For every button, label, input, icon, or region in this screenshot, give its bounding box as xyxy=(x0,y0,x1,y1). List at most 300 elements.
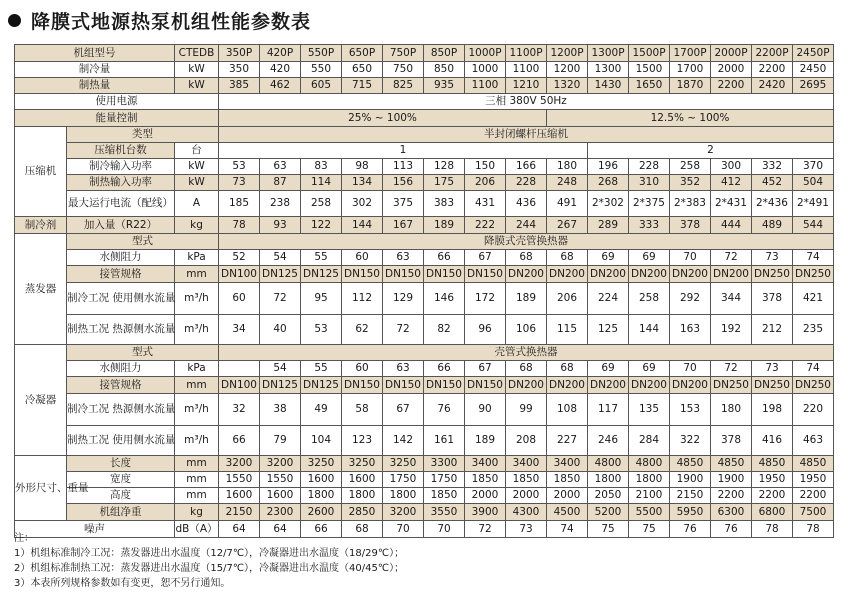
value-cell: 6800 xyxy=(752,504,793,521)
value-cell: 416 xyxy=(752,426,793,456)
value-cell: 66 xyxy=(424,361,465,377)
row-label: 制热输入功率 xyxy=(67,175,175,191)
value-cell: 258 xyxy=(670,159,711,175)
value-cell: 412 xyxy=(711,175,752,191)
value-cell: 310 xyxy=(629,175,670,191)
value-cell: 76 xyxy=(424,394,465,426)
value-cell: 2*431 xyxy=(711,191,752,217)
value-cell: 1750 xyxy=(383,472,424,488)
note-line: 注： xyxy=(14,533,34,544)
value-cell: 385 xyxy=(219,78,260,94)
value-cell: 1100 xyxy=(506,62,547,78)
value-cell: 53 xyxy=(219,159,260,175)
value-cell: 1320 xyxy=(547,78,588,94)
model-header: 1100P xyxy=(506,45,547,62)
row-label: 压缩机台数 xyxy=(67,143,175,159)
value-cell: 228 xyxy=(506,175,547,191)
row-label: 类型 xyxy=(67,127,219,143)
value-cell: 1800 xyxy=(342,488,383,504)
value-cell: DN200 xyxy=(547,266,588,283)
value-cell: 2*491 xyxy=(793,191,834,217)
value-cell: 452 xyxy=(752,175,793,191)
unit-cell: kW xyxy=(175,78,219,94)
value-cell: 436 xyxy=(506,191,547,217)
value-cell: 69 xyxy=(588,361,629,377)
value-cell: DN200 xyxy=(629,377,670,394)
row-label: 水侧阻力 xyxy=(67,361,175,377)
value-cell: 268 xyxy=(588,175,629,191)
value-cell: 1870 xyxy=(670,78,711,94)
value-cell: DN125 xyxy=(260,377,301,394)
value-cell: 4850 xyxy=(752,456,793,472)
row-label: 制热量 xyxy=(15,78,175,94)
value-cell: 76 xyxy=(670,521,711,538)
value-cell: 79 xyxy=(260,426,301,456)
value-cell: 12.5% ~ 100% xyxy=(547,110,834,127)
value-cell: 66 xyxy=(219,426,260,456)
row-label: 长度 xyxy=(67,456,175,472)
row-label: 接管规格 xyxy=(67,266,175,283)
value-cell: DN250 xyxy=(752,377,793,394)
value-cell: 3250 xyxy=(301,456,342,472)
value-cell: 122 xyxy=(301,217,342,234)
value-cell: 2200 xyxy=(752,488,793,504)
value-cell: 284 xyxy=(629,426,670,456)
value-cell: DN200 xyxy=(588,377,629,394)
value-cell: 70 xyxy=(383,521,424,538)
value-cell: 135 xyxy=(629,394,670,426)
value-cell: 3550 xyxy=(424,504,465,521)
value-cell: 163 xyxy=(670,315,711,345)
value-cell: 半封闭螺杆压缩机 xyxy=(219,127,834,143)
value-cell: 2450 xyxy=(793,62,834,78)
value-cell: 73 xyxy=(752,361,793,377)
value-cell: DN200 xyxy=(506,266,547,283)
value-cell: 3900 xyxy=(465,504,506,521)
unit-cell: m³/h xyxy=(175,315,219,345)
value-cell: DN150 xyxy=(424,266,465,283)
value-cell: 38 xyxy=(260,394,301,426)
value-cell: 375 xyxy=(383,191,424,217)
value-cell: 2050 xyxy=(588,488,629,504)
value-cell: 1100 xyxy=(465,78,506,94)
value-cell: 104 xyxy=(301,426,342,456)
unit-cell: m³/h xyxy=(175,394,219,426)
unit-cell: mm xyxy=(175,488,219,504)
value-cell: 1550 xyxy=(219,472,260,488)
model-header: 850P xyxy=(424,45,465,62)
value-cell: 1850 xyxy=(465,472,506,488)
value-cell: 1800 xyxy=(629,472,670,488)
value-cell: 235 xyxy=(793,315,834,345)
value-cell: 96 xyxy=(465,315,506,345)
value-cell: 189 xyxy=(506,283,547,315)
value-cell: 3250 xyxy=(383,456,424,472)
value-cell: 1200 xyxy=(547,62,588,78)
value-cell: 2*383 xyxy=(670,191,711,217)
value-cell: DN150 xyxy=(424,377,465,394)
value-cell: 125 xyxy=(588,315,629,345)
unit-cell: kW xyxy=(175,159,219,175)
value-cell: 1600 xyxy=(219,488,260,504)
value-cell: 1750 xyxy=(424,472,465,488)
value-cell: 175 xyxy=(424,175,465,191)
value-cell: 82 xyxy=(424,315,465,345)
value-cell: 1700 xyxy=(670,62,711,78)
value-cell: 76 xyxy=(711,521,752,538)
table-row xyxy=(15,345,834,361)
value-cell: 5200 xyxy=(588,504,629,521)
value-cell: 72 xyxy=(383,315,424,345)
value-cell: 73 xyxy=(506,521,547,538)
row-label: 制冷工况 热源侧水流量 xyxy=(67,394,175,426)
table-row xyxy=(15,266,834,283)
value-cell: 60 xyxy=(342,361,383,377)
value-cell: 123 xyxy=(342,426,383,456)
value-cell: DN250 xyxy=(793,266,834,283)
row-label: 制冷输入功率 xyxy=(67,159,175,175)
group-label: 蒸发器 xyxy=(15,234,67,345)
value-cell: 1000 xyxy=(465,62,506,78)
value-cell: 49 xyxy=(301,394,342,426)
unit-cell: kPa xyxy=(175,250,219,266)
value-cell: 238 xyxy=(260,191,301,217)
value-cell: 25% ~ 100% xyxy=(219,110,547,127)
value-cell: 431 xyxy=(465,191,506,217)
value-cell: 192 xyxy=(711,315,752,345)
value-cell: 1800 xyxy=(383,488,424,504)
value-cell: 117 xyxy=(588,394,629,426)
value-cell: 75 xyxy=(629,521,670,538)
value-cell: 53 xyxy=(301,315,342,345)
value-cell: 4850 xyxy=(711,456,752,472)
value-cell: 52 xyxy=(219,250,260,266)
note-line: 1）机组标准制冷工况：蒸发器进出水温度（12/7℃），冷凝器进出水温度（18/29℃）； xyxy=(14,548,405,559)
unit-cell: kg xyxy=(175,504,219,521)
value-cell: 3400 xyxy=(506,456,547,472)
table-row xyxy=(15,159,834,175)
value-cell: 55 xyxy=(301,361,342,377)
value-cell: 2695 xyxy=(793,78,834,94)
value-cell: 降膜式壳管换热器 xyxy=(219,234,834,250)
value-cell: 2*302 xyxy=(588,191,629,217)
value-cell: 1950 xyxy=(793,472,834,488)
value-cell: 289 xyxy=(588,217,629,234)
row-label: 最大运行电流（配线） xyxy=(67,191,175,217)
value-cell: 115 xyxy=(547,315,588,345)
value-cell: 73 xyxy=(219,175,260,191)
table-row xyxy=(15,191,834,217)
value-cell: 68 xyxy=(506,250,547,266)
value-cell: 189 xyxy=(424,217,465,234)
table-row xyxy=(15,315,834,345)
value-cell: 114 xyxy=(301,175,342,191)
value-cell: 189 xyxy=(465,426,506,456)
value-cell: 72 xyxy=(711,361,752,377)
value-cell: 206 xyxy=(465,175,506,191)
note-line: 3）本表所列规格参数如有变更，恕不另行通知。 xyxy=(14,578,231,589)
value-cell: 106 xyxy=(506,315,547,345)
value-cell: 1500 xyxy=(629,62,670,78)
value-cell: 4850 xyxy=(670,456,711,472)
value-cell: 69 xyxy=(588,250,629,266)
value-cell: 350 xyxy=(219,62,260,78)
table-row xyxy=(15,45,834,62)
value-cell: 4800 xyxy=(588,456,629,472)
value-cell: 491 xyxy=(547,191,588,217)
row-label: 水侧阻力 xyxy=(67,250,175,266)
value-cell: 222 xyxy=(465,217,506,234)
model-header: 1300P xyxy=(588,45,629,62)
table-row xyxy=(15,250,834,266)
value-cell: 224 xyxy=(588,283,629,315)
table-row xyxy=(15,456,834,472)
value-cell: 68 xyxy=(547,361,588,377)
value-cell: 544 xyxy=(793,217,834,234)
value-cell: 72 xyxy=(711,250,752,266)
value-cell: 134 xyxy=(342,175,383,191)
model-header: 650P xyxy=(342,45,383,62)
value-cell: 1210 xyxy=(506,78,547,94)
value-cell: 750 xyxy=(383,62,424,78)
value-cell: 2000 xyxy=(547,488,588,504)
value-cell: 2150 xyxy=(219,504,260,521)
group-label: 外形尺寸、重量 xyxy=(15,456,67,521)
value-cell: 66 xyxy=(301,521,342,538)
value-cell: DN200 xyxy=(506,377,547,394)
value-cell: DN150 xyxy=(465,266,506,283)
value-cell: 420 xyxy=(260,62,301,78)
row-label: 型式 xyxy=(67,234,219,250)
value-cell: DN150 xyxy=(383,377,424,394)
value-cell: 605 xyxy=(301,78,342,94)
table-row xyxy=(15,217,834,234)
value-cell: 935 xyxy=(424,78,465,94)
unit-cell: 台 xyxy=(175,143,219,159)
value-cell: DN250 xyxy=(711,377,752,394)
value-cell: DN125 xyxy=(301,266,342,283)
value-cell: 90 xyxy=(465,394,506,426)
value-cell: 3200 xyxy=(260,456,301,472)
value-cell: 1600 xyxy=(301,472,342,488)
value-cell: 244 xyxy=(506,217,547,234)
value-cell: 4800 xyxy=(629,456,670,472)
value-cell: 228 xyxy=(629,159,670,175)
value-cell: 156 xyxy=(383,175,424,191)
value-cell: 5950 xyxy=(670,504,711,521)
value-cell: 83 xyxy=(301,159,342,175)
value-cell: 1800 xyxy=(301,488,342,504)
value-cell: 78 xyxy=(752,521,793,538)
value-cell: 128 xyxy=(424,159,465,175)
value-cell: 462 xyxy=(260,78,301,94)
value-cell: DN150 xyxy=(342,266,383,283)
table-row xyxy=(15,283,834,315)
value-cell: DN250 xyxy=(793,377,834,394)
value-cell: 2300 xyxy=(260,504,301,521)
value-cell: 67 xyxy=(465,250,506,266)
row-label: 噪声 xyxy=(15,521,175,538)
value-cell: 2 xyxy=(588,143,834,159)
value-cell: 6300 xyxy=(711,504,752,521)
value-cell: 72 xyxy=(465,521,506,538)
value-cell: 378 xyxy=(711,426,752,456)
value-cell: DN150 xyxy=(383,266,424,283)
value-cell: 246 xyxy=(588,426,629,456)
value-cell: 144 xyxy=(342,217,383,234)
unit-cell: mm xyxy=(175,456,219,472)
value-cell: 113 xyxy=(383,159,424,175)
value-cell: 4300 xyxy=(506,504,547,521)
value-cell: 5500 xyxy=(629,504,670,521)
value-cell: 2100 xyxy=(629,488,670,504)
value-cell: 206 xyxy=(547,283,588,315)
value-cell: 68 xyxy=(506,361,547,377)
value-cell: DN125 xyxy=(301,377,342,394)
model-header: 1700P xyxy=(670,45,711,62)
unit-cell: kW xyxy=(175,175,219,191)
value-cell: DN150 xyxy=(465,377,506,394)
value-cell: 2850 xyxy=(342,504,383,521)
value-cell: DN150 xyxy=(342,377,383,394)
value-cell: 68 xyxy=(547,250,588,266)
value-cell: 3250 xyxy=(342,456,383,472)
value-cell: DN200 xyxy=(547,377,588,394)
table-row xyxy=(15,361,834,377)
value-cell: DN200 xyxy=(670,266,711,283)
value-cell: 2420 xyxy=(752,78,793,94)
value-cell: 322 xyxy=(670,426,711,456)
value-cell: 150 xyxy=(465,159,506,175)
model-header: 420P xyxy=(260,45,301,62)
value-cell: DN200 xyxy=(711,266,752,283)
table-row xyxy=(15,94,834,110)
title-text: 降膜式地源热泵机组性能参数表 xyxy=(31,10,312,33)
model-header: 2200P xyxy=(752,45,793,62)
value-cell: 383 xyxy=(424,191,465,217)
model-header: 2000P xyxy=(711,45,752,62)
value-cell: 370 xyxy=(793,159,834,175)
row-label: 加入量（R22） xyxy=(67,217,175,234)
value-cell: 344 xyxy=(711,283,752,315)
value-cell: 2000 xyxy=(506,488,547,504)
model-header: 2450P xyxy=(793,45,834,62)
value-cell: 378 xyxy=(752,283,793,315)
model-header: 550P xyxy=(301,45,342,62)
value-cell: 333 xyxy=(629,217,670,234)
value-cell: 2200 xyxy=(711,488,752,504)
value-cell: 180 xyxy=(711,394,752,426)
value-cell: 70 xyxy=(670,361,711,377)
value-cell: 1650 xyxy=(629,78,670,94)
value-cell: 63 xyxy=(260,159,301,175)
table-row xyxy=(15,472,834,488)
value-cell: 129 xyxy=(383,283,424,315)
value-cell: 267 xyxy=(547,217,588,234)
value-cell: 3300 xyxy=(424,456,465,472)
value-cell: 1 xyxy=(219,143,588,159)
value-cell: 68 xyxy=(342,521,383,538)
value-cell: 142 xyxy=(383,426,424,456)
table-row xyxy=(15,143,834,159)
value-cell: 60 xyxy=(342,250,383,266)
value-cell: 3400 xyxy=(547,456,588,472)
table-row xyxy=(15,426,834,456)
unit-cell: kPa xyxy=(175,361,219,377)
table-row xyxy=(15,110,834,127)
unit-cell: A xyxy=(175,191,219,217)
value-cell: DN250 xyxy=(752,266,793,283)
value-cell: 1850 xyxy=(506,472,547,488)
value-cell: 67 xyxy=(465,361,506,377)
value-cell: 63 xyxy=(383,250,424,266)
value-cell: 87 xyxy=(260,175,301,191)
value-cell: 208 xyxy=(506,426,547,456)
value-cell: 378 xyxy=(670,217,711,234)
value-cell: 98 xyxy=(342,159,383,175)
value-cell: 144 xyxy=(629,315,670,345)
value-cell: 95 xyxy=(301,283,342,315)
value-cell: 70 xyxy=(670,250,711,266)
value-cell: 550 xyxy=(301,62,342,78)
row-label: 制冷量 xyxy=(15,62,175,78)
value-cell: 185 xyxy=(219,191,260,217)
value-cell: 212 xyxy=(752,315,793,345)
value-cell: DN200 xyxy=(629,266,670,283)
value-cell: 650 xyxy=(342,62,383,78)
value-cell: 172 xyxy=(465,283,506,315)
value-cell: 93 xyxy=(260,217,301,234)
value-cell: 54 xyxy=(260,361,301,377)
table-row xyxy=(15,394,834,426)
value-cell: 60 xyxy=(219,283,260,315)
value-cell: 166 xyxy=(506,159,547,175)
table-row xyxy=(15,488,834,504)
value-cell: 74 xyxy=(793,250,834,266)
model-header: 1000P xyxy=(465,45,506,62)
value-cell: 1900 xyxy=(670,472,711,488)
value-cell: 1900 xyxy=(711,472,752,488)
value-cell: 3200 xyxy=(219,456,260,472)
value-cell: 64 xyxy=(260,521,301,538)
value-cell: 1300 xyxy=(588,62,629,78)
value-cell: 167 xyxy=(383,217,424,234)
value-cell: 153 xyxy=(670,394,711,426)
value-cell: DN125 xyxy=(260,266,301,283)
value-cell: 62 xyxy=(342,315,383,345)
value-cell: 1550 xyxy=(260,472,301,488)
value-cell: 69 xyxy=(629,361,670,377)
value-cell: 99 xyxy=(506,394,547,426)
value-cell: 421 xyxy=(793,283,834,315)
table-row xyxy=(15,504,834,521)
value-cell: 66 xyxy=(424,250,465,266)
value-cell: 2200 xyxy=(793,488,834,504)
value-cell: 74 xyxy=(547,521,588,538)
value-cell: 1600 xyxy=(260,488,301,504)
value-cell xyxy=(219,361,260,377)
value-cell: DN200 xyxy=(588,266,629,283)
value-cell: 64 xyxy=(219,521,260,538)
value-cell: 1950 xyxy=(752,472,793,488)
value-cell: 40 xyxy=(260,315,301,345)
value-cell: 74 xyxy=(793,361,834,377)
value-cell: 壳管式换热器 xyxy=(219,345,834,361)
row-label: 型式 xyxy=(67,345,219,361)
value-cell: 34 xyxy=(219,315,260,345)
value-cell: 825 xyxy=(383,78,424,94)
value-cell: 78 xyxy=(219,217,260,234)
